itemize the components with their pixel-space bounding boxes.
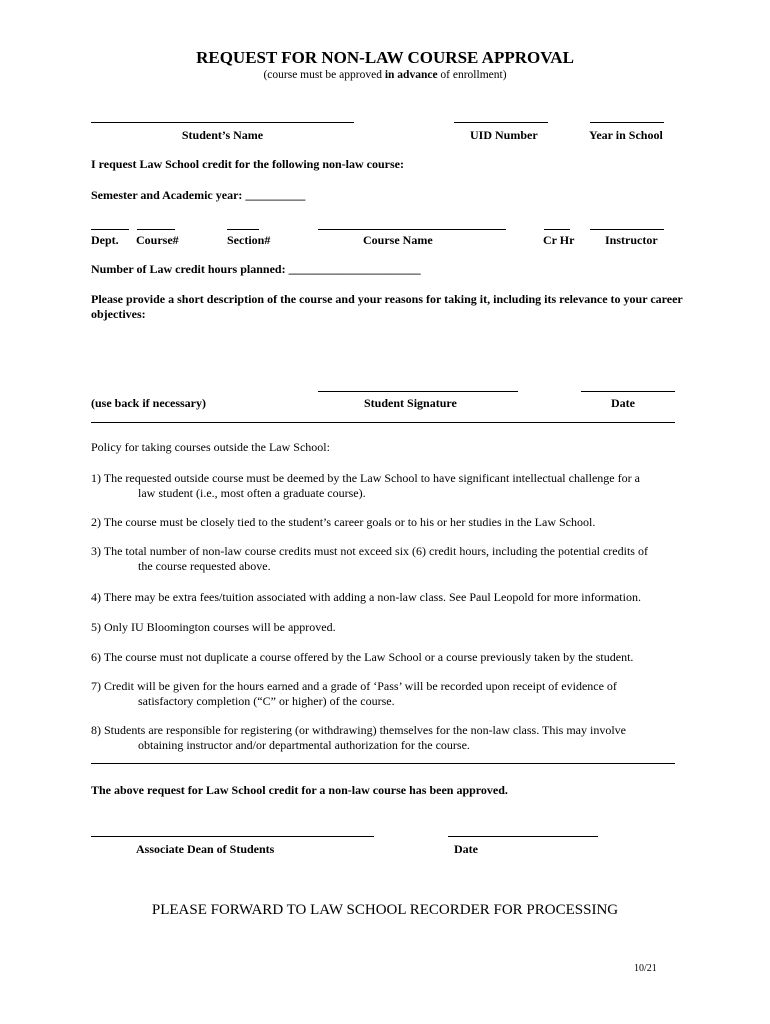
policy-item-5	[91, 620, 691, 635]
policy-item-6-line1: 6) The course must not duplicate a course offered by the Law School or a course previously taken by the student.	[91, 650, 634, 664]
uid-label: UID Number	[470, 128, 538, 142]
policy-item-7	[91, 679, 691, 709]
dean-signature-field[interactable]	[91, 836, 374, 837]
policy-heading: Policy for taking courses outside the Law School:	[91, 440, 330, 454]
credit-hours-label: Number of Law credit hours planned:	[91, 262, 286, 276]
student-name-label: Student’s Name	[181, 128, 264, 142]
semester-label: Semester and Academic year:	[91, 188, 243, 202]
year-label: Year in School	[589, 128, 663, 142]
approval-statement: The above request for Law School credit for a non-law course has been approved.	[91, 783, 508, 797]
credit-hours-row	[91, 262, 421, 277]
policy-item-8	[91, 723, 691, 753]
use-back-note: (use back if necessary)	[91, 396, 206, 410]
approval-date-label: Date	[454, 842, 478, 856]
policy-item-1-line2: law student (i.e., most often a graduate course).	[138, 486, 366, 500]
year-field[interactable]	[590, 122, 664, 123]
student-name-field[interactable]	[91, 122, 354, 123]
policy-item-1-line1: 1) The requested outside course must be deemed by the Law School to have significant intellectual challenge for a	[91, 471, 640, 485]
cr-hr-field[interactable]	[544, 229, 570, 230]
signature-label: Student Signature	[364, 396, 457, 410]
form-version: 10/21	[634, 963, 657, 974]
description-area[interactable]	[91, 325, 676, 380]
signature-date-label: Date	[611, 396, 635, 410]
semester-row	[91, 188, 305, 203]
policy-item-6	[91, 650, 691, 665]
course-name-field[interactable]	[318, 229, 506, 230]
dean-label: Associate Dean of Students	[136, 842, 275, 856]
course-number-field[interactable]	[137, 229, 175, 230]
course-number-label: Course#	[136, 233, 179, 247]
policy-item-4-line1: 4) There may be extra fees/tuition associated with adding a non-law class. See Paul Leopold for more information.	[91, 590, 641, 604]
policy-item-5-line1: 5) Only IU Bloomington courses will be approved.	[91, 620, 336, 634]
uid-field[interactable]	[454, 122, 548, 123]
form-subtitle	[0, 69, 770, 81]
semester-field[interactable]: __________	[245, 188, 306, 202]
policy-item-3-line1: 3) The total number of non-law course credits must not exceed six (6) credit hours, including the potential credits of	[91, 544, 648, 558]
signature-field[interactable]	[318, 391, 518, 392]
policy-item-4	[91, 590, 691, 605]
form-title: REQUEST FOR NON-LAW COURSE APPROVAL	[196, 48, 574, 67]
dept-field[interactable]	[91, 229, 129, 230]
policy-item-8-line1: 8) Students are responsible for registering (or withdrawing) themselves for the non-law class. This may involve	[91, 723, 626, 737]
policy-item-2-line1: 2) The course must be closely tied to the student’s career goals or to his or her studies in the Law School.	[91, 515, 596, 529]
divider	[91, 422, 675, 423]
approval-date-field[interactable]	[448, 836, 598, 837]
section-field[interactable]	[227, 229, 259, 230]
subtitle-pre: (course must be approved	[263, 69, 385, 81]
instructor-field[interactable]	[590, 229, 664, 230]
policy-item-8-line2: obtaining instructor and/or departmental authorization for the course.	[138, 738, 470, 752]
subtitle-post: of enrollment)	[437, 69, 507, 81]
credit-hours-field[interactable]: ______________________	[288, 262, 421, 276]
divider	[91, 763, 675, 764]
instructor-label: Instructor	[605, 233, 658, 247]
request-statement: I request Law School credit for the following non-law course:	[91, 157, 404, 171]
policy-item-1	[91, 471, 691, 501]
policy-item-3	[91, 544, 691, 574]
policy-item-7-line1: 7) Credit will be given for the hours earned and a grade of ‘Pass’ will be recorded upon receipt of evidence of	[91, 679, 617, 693]
policy-item-3-line2: the course requested above.	[138, 559, 271, 573]
subtitle-bold: in advance	[384, 69, 438, 81]
cr-hr-label: Cr Hr	[543, 233, 575, 247]
dept-label: Dept.	[91, 233, 119, 247]
section-label: Section#	[227, 233, 271, 247]
course-name-label: Course Name	[363, 233, 433, 247]
policy-item-7-line2: satisfactory completion (“C” or higher) of the course.	[138, 694, 395, 708]
signature-date-field[interactable]	[581, 391, 675, 392]
policy-item-2	[91, 515, 691, 530]
forward-instruction: PLEASE FORWARD TO LAW SCHOOL RECORDER FOR PROCESSING	[151, 902, 619, 918]
description-prompt: Please provide a short description of the course and your reasons for taking it, including its relevance to your career objectives:	[91, 292, 683, 321]
